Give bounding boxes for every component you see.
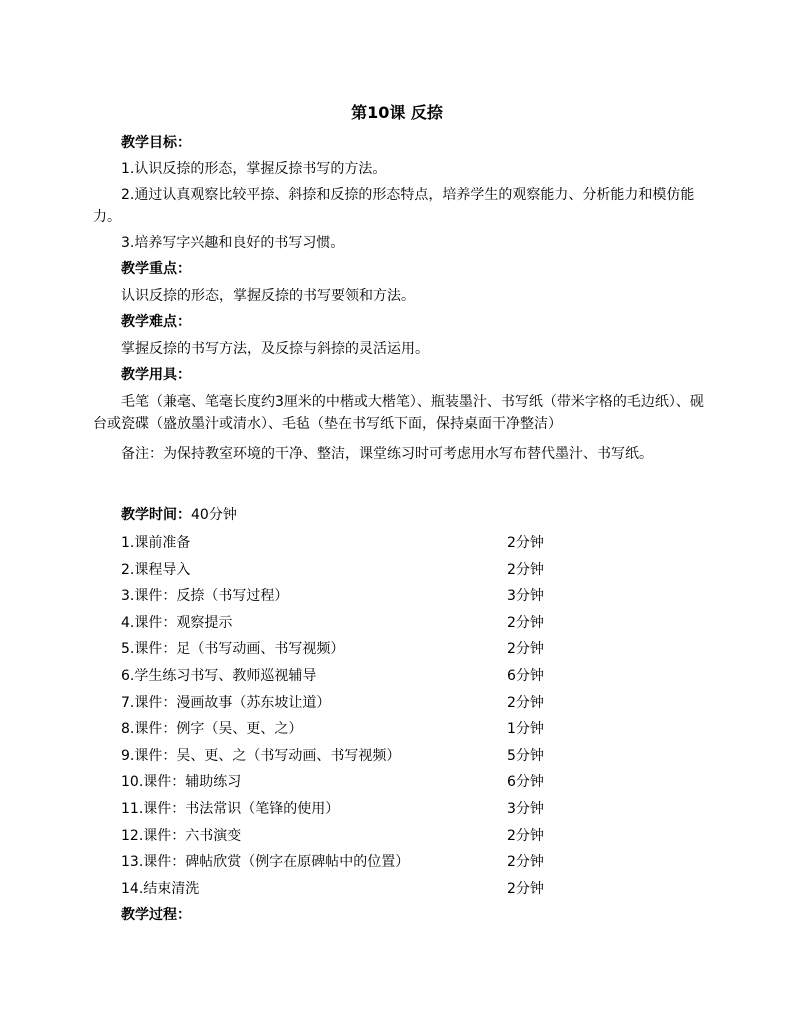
schedule-duration: 6分钟	[507, 667, 544, 684]
schedule-duration: 2分钟	[507, 854, 544, 871]
schedule-item: 6.学生练习书写、教师巡视辅导	[121, 667, 317, 684]
schedule-item: 9.课件：吴、更、之（书写动画、书写视频）	[121, 747, 401, 764]
time-label: 教学时间：	[121, 507, 191, 523]
schedule-duration: 5分钟	[507, 747, 544, 764]
schedule-row	[121, 665, 581, 692]
time-value: 40分钟	[191, 507, 237, 523]
process-section	[93, 904, 705, 926]
schedule-item: 3.课件：反捺（书写过程）	[121, 588, 289, 605]
schedule-duration: 2分钟	[507, 827, 544, 844]
schedule-item: 8.课件：例字（吴、更、之）	[121, 721, 303, 738]
schedule-duration: 2分钟	[507, 614, 544, 631]
objective-item: 2.通过认真观察比较平捺、斜捺和反捺的形态特点，培养学生的观察能力、分析能力和模仿能力。	[93, 187, 695, 225]
schedule-row	[121, 612, 581, 639]
schedule-duration: 2分钟	[507, 641, 544, 658]
objectives-heading: 教学目标：	[121, 135, 191, 151]
schedule-duration: 3分钟	[507, 800, 544, 817]
process-heading: 教学过程：	[121, 907, 191, 923]
schedule-item: 4.课件：观察提示	[121, 614, 233, 631]
schedule-row	[121, 585, 581, 612]
schedule-duration: 1分钟	[507, 721, 544, 738]
schedule-item: 12.课件：六书演变	[121, 827, 242, 844]
tools-note: 备注：为保持教室环境的干净、整洁，课堂练习时可考虑用水写布替代墨汁、书写纸。	[121, 446, 653, 462]
time-section	[93, 504, 705, 526]
schedule-item: 2.课程导入	[121, 561, 191, 578]
schedule-item: 7.课件：漫画故事（苏东坡让道）	[121, 694, 331, 711]
schedule-row	[121, 825, 581, 852]
key-points-text: 认识反捺的形态，掌握反捺的书写要领和方法。	[121, 288, 415, 304]
page-title: 第10课 反捺	[351, 103, 443, 122]
schedule-duration: 2分钟	[507, 880, 544, 897]
schedule-row	[121, 559, 581, 586]
schedule-list	[121, 532, 581, 904]
schedule-item: 10.课件：辅助练习	[121, 774, 242, 791]
schedule-duration: 6分钟	[507, 774, 544, 791]
schedule-row	[121, 798, 581, 825]
difficulties-text: 掌握反捺的书写方法，及反捺与斜捺的灵活运用。	[121, 341, 429, 357]
schedule-row	[121, 692, 581, 719]
schedule-item: 1.课前准备	[121, 535, 191, 551]
difficulties-heading: 教学难点：	[121, 314, 191, 330]
objective-item: 1.认识反捺的形态，掌握反捺书写的方法。	[121, 161, 387, 177]
schedule-duration: 2分钟	[507, 694, 544, 711]
schedule-duration: 2分钟	[507, 561, 544, 578]
key-points-heading: 教学重点：	[121, 261, 191, 277]
schedule-item: 11.课件：书法常识（笔锋的使用）	[121, 800, 340, 817]
schedule-row	[121, 718, 581, 745]
schedule-row	[121, 851, 581, 878]
schedule-duration: 3分钟	[507, 588, 544, 605]
schedule-row	[121, 878, 581, 905]
tools-text: 毛笔（兼毫、笔毫长度约3厘米的中楷或大楷笔）、瓶装墨汁、书写纸（带米字格的毛边纸）、砚台或瓷碟（盛放墨汁或清水）、毛毡（垫在书写纸下面，保持桌面干净整洁）	[93, 394, 704, 432]
objective-item: 3.培养写字兴趣和良好的书写习惯。	[121, 235, 345, 251]
schedule-item: 5.课件：足（书写动画、书写视频）	[121, 641, 345, 658]
schedule-duration: 2分钟	[507, 535, 544, 551]
schedule-row	[121, 532, 581, 559]
schedule-row	[121, 745, 581, 772]
objectives-section	[93, 132, 705, 254]
key-points-section	[93, 258, 705, 307]
schedule-row	[121, 638, 581, 665]
difficulties-section	[93, 311, 705, 360]
tools-heading: 教学用具：	[121, 367, 191, 383]
schedule-row	[121, 771, 581, 798]
schedule-item: 14.结束清洗	[121, 880, 200, 897]
schedule-item: 13.课件：碑帖欣赏（例字在原碑帖中的位置）	[121, 854, 410, 871]
tools-section	[93, 364, 705, 465]
